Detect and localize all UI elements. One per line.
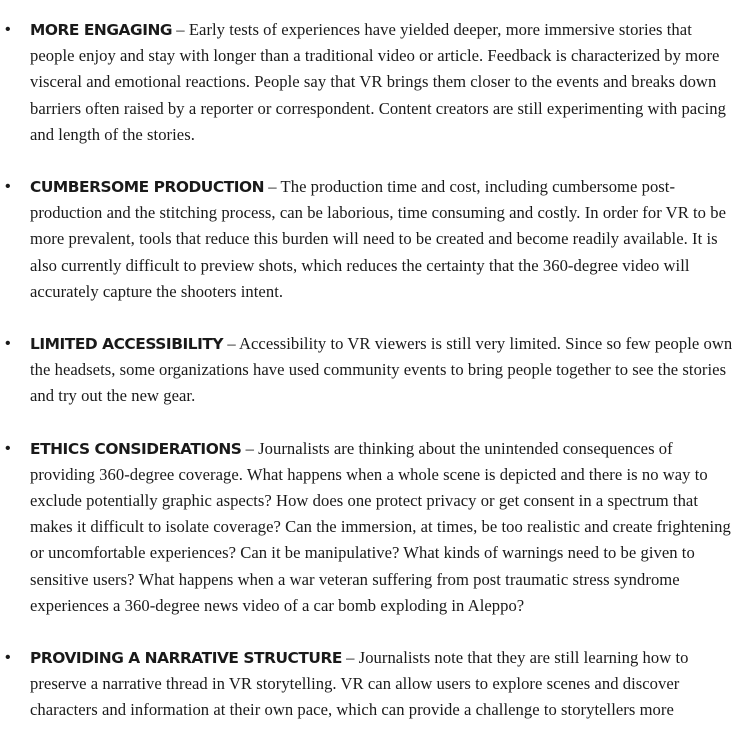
item-heading: PROVIDING A NARRATIVE STRUCTURE bbox=[30, 649, 342, 668]
bullet-icon: • bbox=[5, 21, 11, 38]
list-item-cumbersome-production bbox=[0, 174, 746, 305]
item-heading: ETHICS CONSIDERATIONS bbox=[30, 439, 242, 458]
item-heading: CUMBERSOME PRODUCTION bbox=[30, 178, 265, 197]
list-item-more-engaging bbox=[0, 17, 746, 148]
item-text: – Journalists note that they are still learning how to preserve a narrative thread in VR storytelling. VR can allow users to explore scenes and discover characters and information at their own pace, which can provide a challenge to storytellers more bbox=[30, 648, 689, 720]
item-heading: LIMITED ACCESSIBILITY bbox=[30, 335, 224, 354]
bullet-icon: • bbox=[5, 335, 11, 353]
item-text: – Early tests of experiences have yielded deeper, more immersive stories that people enjoy and stay with longer than a traditional video or article. Feedback is characterized by more visceral and emotional reactions. People say that VR brings them closer to the events and breaks down barriers often raised by a reporter or correspondent. Content creators are still experimenting with pacing and length of the stories. bbox=[30, 20, 726, 144]
item-text: – Journalists are thinking about the unintended consequences of providing 360-degree coverage. What happens when a whole scene is depicted and there is no way to exclude potentially graphic aspects? How does one protect privacy or get consent in a spectrum that makes it difficult to isolate coverage? Can the immersion, at times, be too realistic and create frightening or uncomfortable experiences? Can it be manipulative? What kinds of warnings need to be given to sensitive users? What happens when a war veteran suffering from post traumatic stress syndrome experiences a 360-degree news video of a car bomb exploding in Aleppo? bbox=[30, 438, 731, 615]
bullet-icon: • bbox=[5, 649, 11, 667]
list-item-limited-accessibility bbox=[0, 331, 746, 410]
bullet-icon: • bbox=[5, 439, 11, 457]
list-item-ethics-considerations bbox=[0, 436, 746, 619]
bullet-list bbox=[0, 17, 746, 750]
bullet-icon: • bbox=[5, 178, 11, 196]
item-text: – Accessibility to VR viewers is still very limited. Since so few people own the headsets, some organizations have used community events to bring people together to see the stories and try out the new gear. bbox=[30, 334, 733, 406]
item-heading: MORE ENGAGING bbox=[30, 21, 173, 39]
list-item-narrative-structure bbox=[0, 645, 746, 724]
item-text: – The production time and cost, including cumbersome post-production and the stitching process, can be laborious, time consuming and costly. In order for VR to be more prevalent, tools that reduce this burden will need to be created and become readily available. It is also currently difficult to preview shots, which reduces the certainty that the 360-degree video will accurately capture the shooters intent. bbox=[30, 177, 726, 301]
